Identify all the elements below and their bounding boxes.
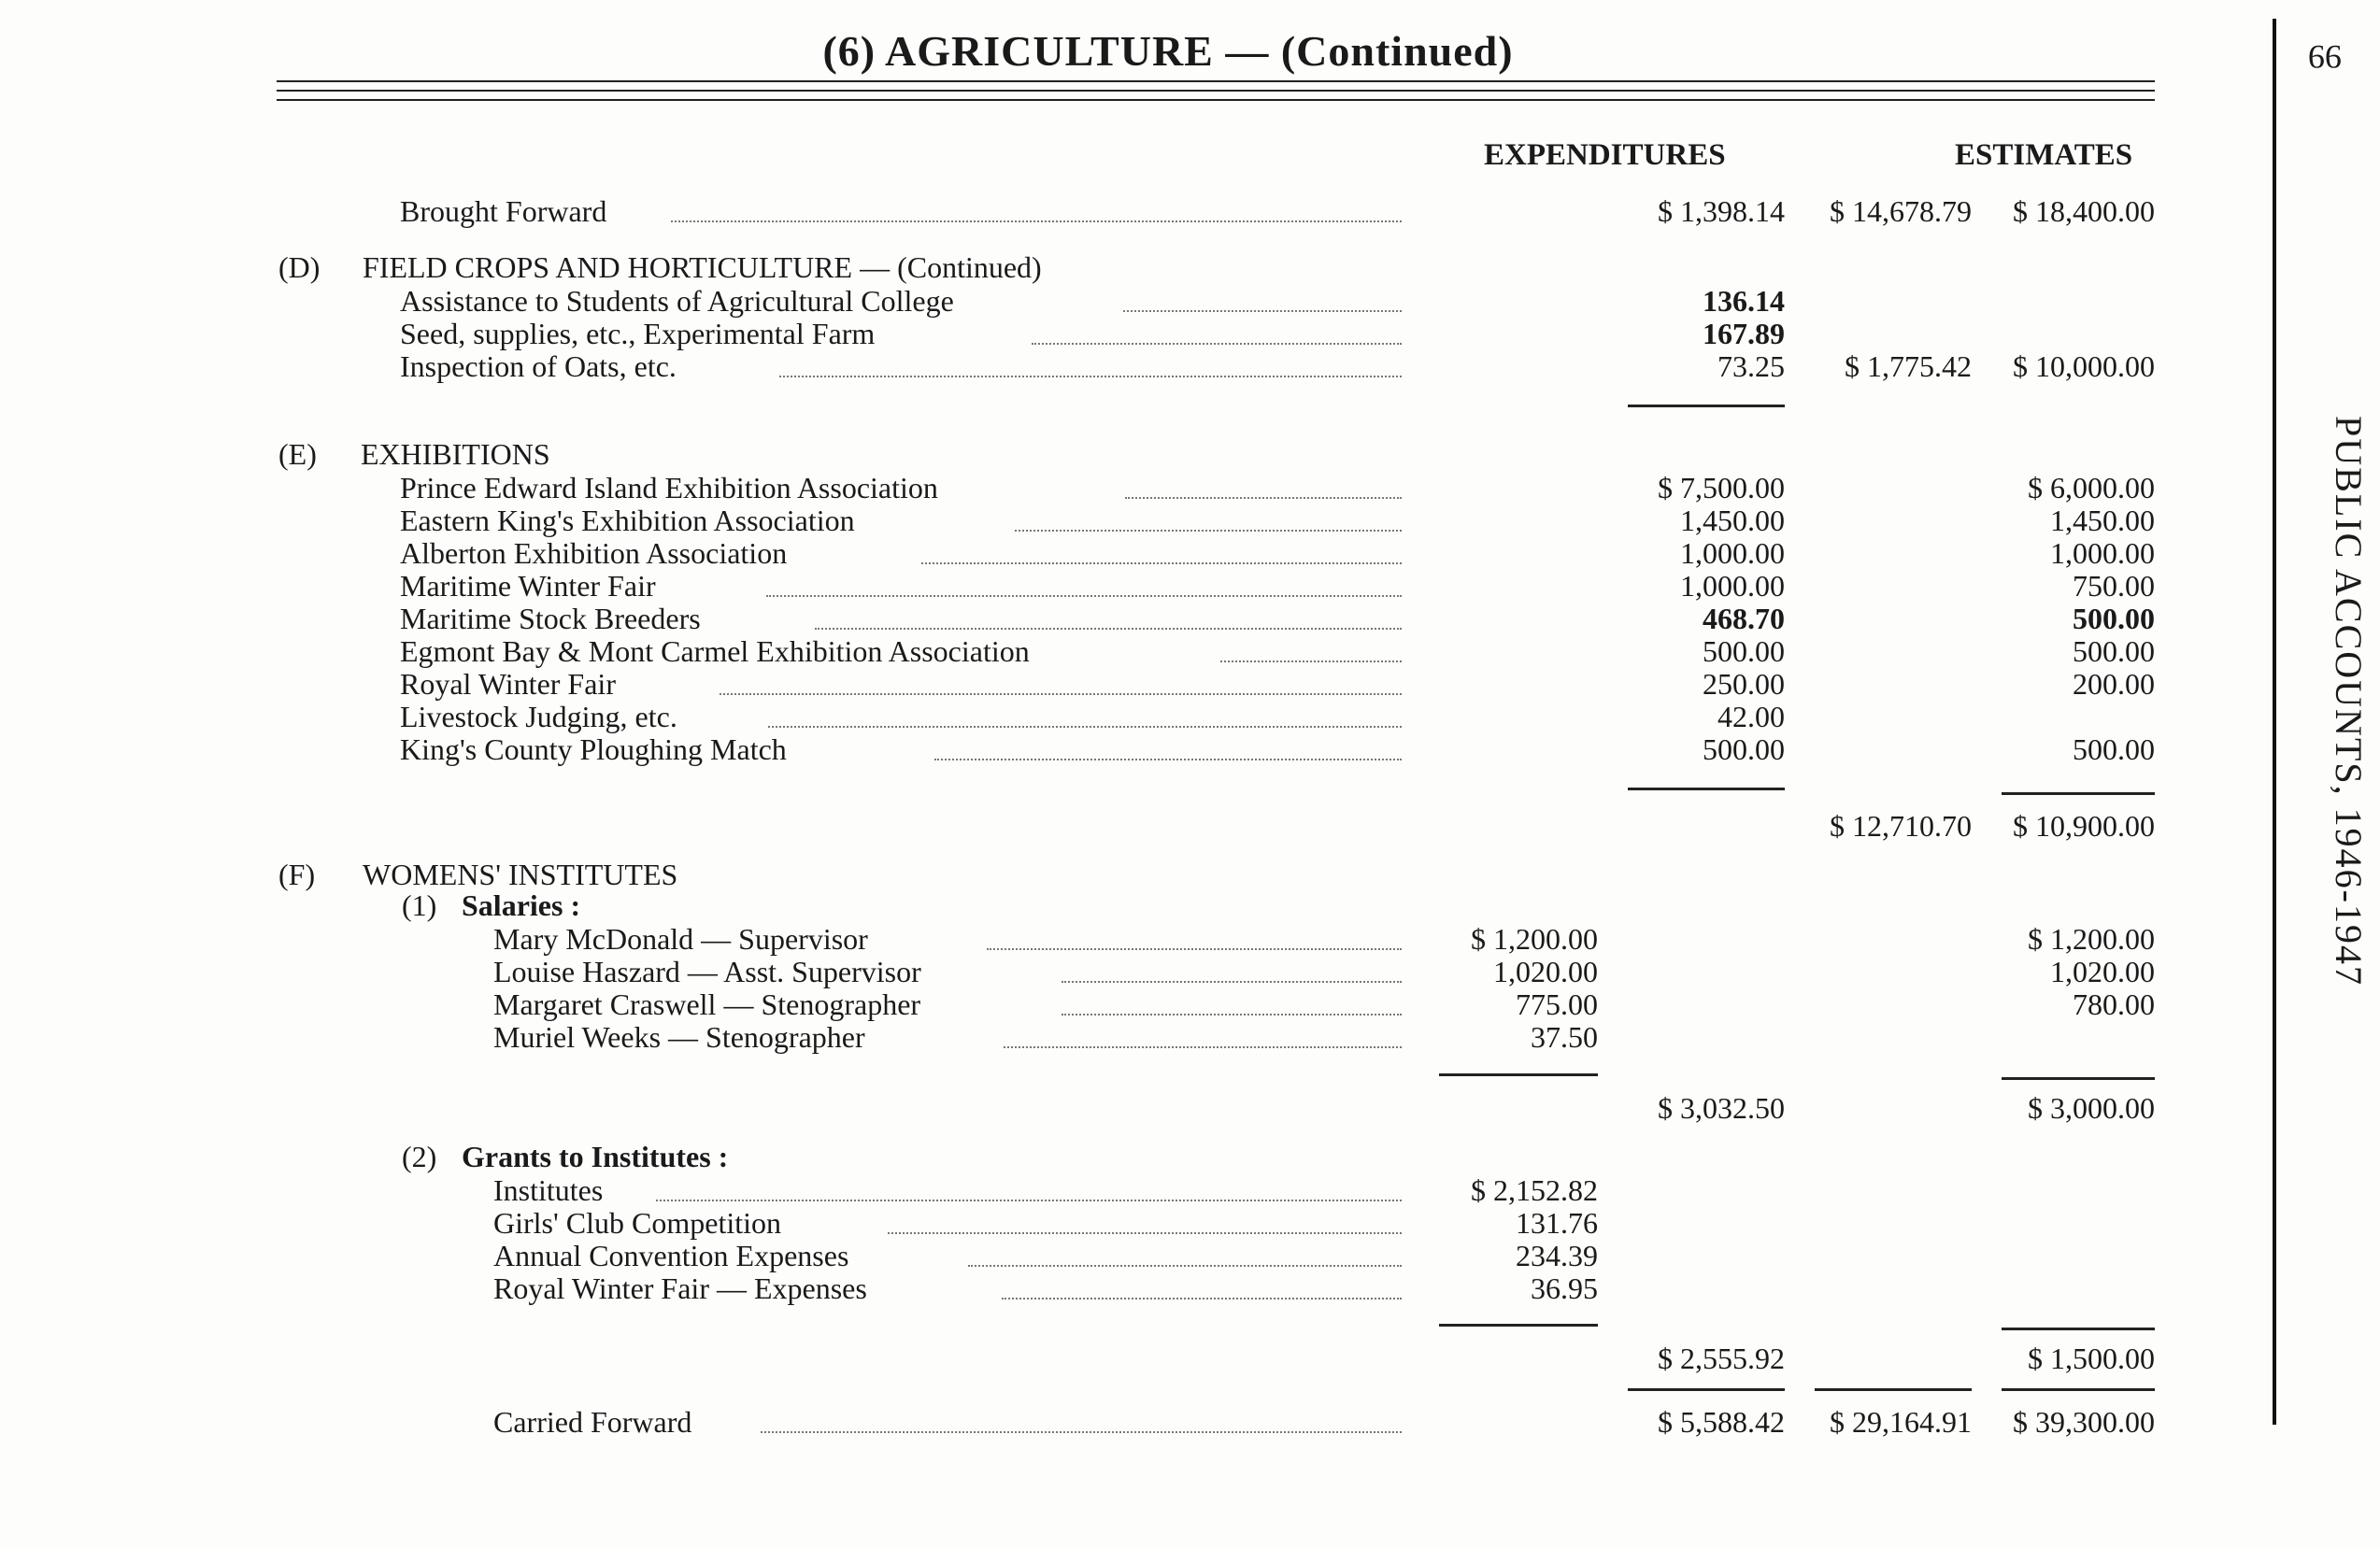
subtotal-rule [1439, 1073, 1598, 1076]
row-amount: 234.39 [1516, 1239, 1598, 1272]
leader-dots [987, 926, 1402, 950]
salaries-total-row [0, 1091, 2168, 1125]
row-label: Prince Edward Island Exhibition Association [400, 471, 938, 504]
table-row [0, 987, 2168, 1021]
carried-forward-expenditure: $ 5,588.42 [1658, 1405, 1785, 1439]
row-estimate: 500.00 [2073, 634, 2155, 668]
row-label: Egmont Bay & Mont Carmel Exhibition Association [400, 634, 1030, 668]
estimates-heading: ESTIMATES [1955, 138, 2133, 172]
grants-total-row [0, 1342, 2168, 1375]
leader-dots [779, 353, 1402, 377]
table-row [0, 1020, 2168, 1054]
row-amount: 36.95 [1531, 1271, 1598, 1305]
row-expenditure: 468.70 [1703, 602, 1785, 635]
grants-number: (2) [402, 1140, 437, 1173]
salaries-estimate: $ 3,000.00 [2028, 1091, 2155, 1125]
leader-dots [968, 1243, 1402, 1267]
subtotal-rule [2002, 1077, 2155, 1080]
row-label: Muriel Weeks — Stenographer [493, 1020, 865, 1054]
page-number: 99 [2308, 38, 2342, 76]
row-label: Inspection of Oats, etc. [400, 349, 677, 383]
table-row [0, 471, 2168, 504]
title-rule-bottom [277, 99, 2155, 101]
grants-estimate: $ 1,500.00 [2028, 1342, 2155, 1375]
table-row [0, 317, 2168, 350]
total-rule [1628, 1388, 1785, 1391]
row-estimate: 500.00 [2073, 732, 2155, 766]
brought-forward-expenditure: $ 1,398.14 [1658, 194, 1785, 228]
leader-dots [1002, 1275, 1402, 1299]
subtotal-rule [1628, 405, 1785, 407]
row-expenditure: 1,000.00 [1680, 569, 1785, 603]
subtotal-rule [2002, 1328, 2155, 1330]
row-expenditure: 1,450.00 [1680, 504, 1785, 537]
row-expenditure: $ 7,500.00 [1658, 471, 1785, 504]
table-row [0, 284, 2168, 318]
carried-forward-total: $ 29,164.91 [1830, 1405, 1972, 1439]
row-estimate: 1,450.00 [2050, 504, 2155, 537]
row-estimate: 1,000.00 [2050, 536, 2155, 570]
leader-dots [1062, 991, 1402, 1015]
row-label: Alberton Exhibition Association [400, 536, 788, 570]
brought-forward-estimate: $ 18,400.00 [2013, 194, 2155, 228]
margin-rule [2273, 19, 2276, 1425]
carried-forward-row [0, 1405, 2168, 1439]
leader-dots [720, 671, 1402, 695]
grants-total: $ 2,555.92 [1658, 1342, 1785, 1375]
table-row [0, 1271, 2168, 1305]
grants-heading [0, 1140, 2168, 1173]
title-rule-top [277, 80, 2155, 82]
section-d-total: $ 1,775.42 [1845, 349, 1972, 383]
title-rule-middle [277, 90, 2155, 92]
leader-dots [1220, 638, 1402, 662]
table-row [0, 1173, 2168, 1207]
salaries-heading [0, 888, 2168, 922]
leader-dots [1015, 507, 1402, 532]
brought-forward-total: $ 14,678.79 [1830, 194, 1972, 228]
row-estimate: 500.00 [2073, 602, 2155, 635]
table-row [0, 1239, 2168, 1272]
table-row [0, 700, 2168, 733]
section-e-total: $ 12,710.70 [1830, 809, 1972, 843]
row-label: Maritime Stock Breeders [400, 602, 701, 635]
salaries-total: $ 3,032.50 [1658, 1091, 1785, 1125]
leader-dots [768, 703, 1402, 728]
row-expenditure: 500.00 [1703, 732, 1785, 766]
row-label: Assistance to Students of Agricultural College [400, 284, 954, 318]
subtotal-rule [1628, 788, 1785, 790]
table-row [0, 349, 2168, 383]
subtotal-rule [2002, 792, 2155, 795]
row-label: Maritime Winter Fair [400, 569, 656, 603]
table-row [0, 569, 2168, 603]
section-e-total-row [0, 809, 2168, 843]
row-label: Institutes [493, 1173, 604, 1207]
total-rule [2002, 1388, 2155, 1391]
leader-dots [671, 198, 1402, 222]
row-amount: 1,020.00 [1493, 955, 1598, 988]
row-expenditure: 136.14 [1703, 284, 1785, 318]
leader-dots [921, 540, 1402, 564]
row-amount: 37.50 [1531, 1020, 1598, 1054]
row-estimate: 750.00 [2073, 569, 2155, 603]
section-f-letter: (F) [278, 858, 316, 891]
running-title: PUBLIC ACCOUNTS, 1946-1947 [2328, 416, 2370, 987]
leader-dots [888, 1210, 1402, 1234]
section-e-letter: (E) [278, 437, 317, 471]
row-amount: 131.76 [1516, 1206, 1598, 1240]
row-estimate: 780.00 [2073, 987, 2155, 1021]
table-row [0, 955, 2168, 988]
table-row [0, 1206, 2168, 1240]
leader-dots [1004, 1024, 1402, 1048]
section-d-title: FIELD CROPS AND HORTICULTURE — (Continued) [363, 250, 1042, 284]
leader-dots [1123, 288, 1402, 312]
row-expenditure: 167.89 [1703, 317, 1785, 350]
row-expenditure: 73.25 [1717, 349, 1785, 383]
total-rule [1815, 1388, 1972, 1391]
table-row [0, 536, 2168, 570]
row-label: Girls' Club Competition [493, 1206, 781, 1240]
row-label: King's County Ploughing Match [400, 732, 787, 766]
table-row [0, 634, 2168, 668]
row-amount: $ 1,200.00 [1471, 922, 1598, 956]
brought-forward-row [0, 194, 2168, 228]
leader-dots [1125, 475, 1402, 499]
row-label: Seed, supplies, etc., Experimental Farm [400, 317, 876, 350]
leader-dots [934, 736, 1402, 760]
row-estimate: 200.00 [2073, 667, 2155, 701]
leader-dots [1032, 320, 1402, 345]
row-expenditure: 250.00 [1703, 667, 1785, 701]
brought-forward-label: Brought Forward [400, 194, 607, 228]
leader-dots [656, 1177, 1402, 1201]
section-d-estimate: $ 10,000.00 [2013, 349, 2155, 383]
subtotal-rule [1439, 1324, 1598, 1327]
row-amount: $ 2,152.82 [1471, 1173, 1598, 1207]
row-estimate: $ 6,000.00 [2028, 471, 2155, 504]
expenditures-heading: EXPENDITURES [1484, 138, 1726, 172]
row-estimate: 1,020.00 [2050, 955, 2155, 988]
leader-dots [766, 573, 1402, 597]
row-label: Louise Haszard — Asst. Supervisor [493, 955, 921, 988]
row-expenditure: 42.00 [1717, 700, 1785, 733]
table-row [0, 667, 2168, 701]
carried-forward-estimate: $ 39,300.00 [2013, 1405, 2155, 1439]
section-f-heading [0, 858, 2168, 891]
table-row [0, 602, 2168, 635]
table-row [0, 732, 2168, 766]
page-title: (6) AGRICULTURE — (Continued) [822, 27, 1514, 75]
row-label: Mary McDonald — Supervisor [493, 922, 868, 956]
row-expenditure: 500.00 [1703, 634, 1785, 668]
section-d-heading [0, 250, 2168, 284]
grants-title: Grants to Institutes : [462, 1140, 729, 1173]
row-label: Annual Convention Expenses [493, 1239, 849, 1272]
row-label: Royal Winter Fair [400, 667, 616, 701]
table-row [0, 922, 2168, 956]
row-amount: 775.00 [1516, 987, 1598, 1021]
row-label: Royal Winter Fair — Expenses [493, 1271, 867, 1305]
row-expenditure: 1,000.00 [1680, 536, 1785, 570]
row-label: Eastern King's Exhibition Association [400, 504, 855, 537]
salaries-number: (1) [402, 888, 437, 922]
salaries-title: Salaries : [462, 888, 581, 922]
leader-dots [1062, 959, 1402, 983]
section-e-title: EXHIBITIONS [361, 437, 550, 471]
section-e-heading [0, 437, 2168, 471]
row-label: Margaret Craswell — Stenographer [493, 987, 921, 1021]
leader-dots [815, 605, 1402, 630]
section-d-letter: (D) [278, 250, 321, 284]
carried-forward-label: Carried Forward [493, 1405, 692, 1439]
section-e-estimate: $ 10,900.00 [2013, 809, 2155, 843]
row-estimate: $ 1,200.00 [2028, 922, 2155, 956]
section-f-title: WOMENS' INSTITUTES [363, 858, 678, 891]
table-row [0, 504, 2168, 537]
leader-dots [761, 1409, 1402, 1433]
row-label: Livestock Judging, etc. [400, 700, 677, 733]
